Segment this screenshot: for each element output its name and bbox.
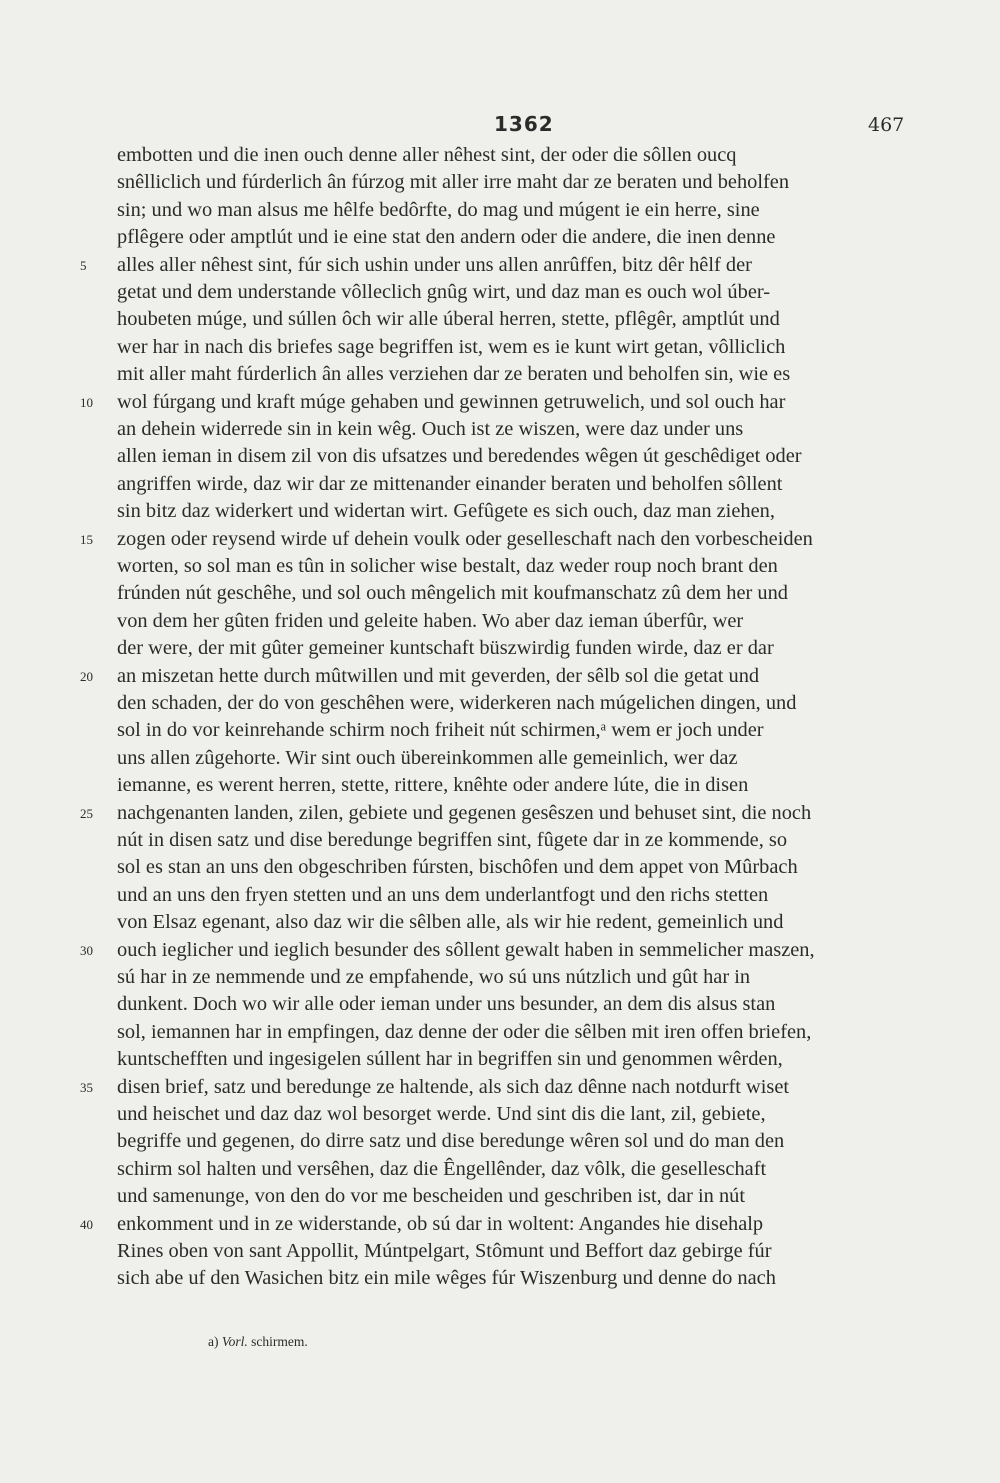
text-line: und heischet und daz daz wol besorget werde. Und sint dis die lant, zil, gebiete, bbox=[117, 1103, 766, 1125]
text-line: der were, der mit gûter gemeiner kuntschaft büszwirdig funden wirde, daz er dar bbox=[117, 637, 774, 660]
text-line: angriffen wirde, daz wir dar ze mittenander einander beraten und beholfen sôllent bbox=[117, 472, 783, 495]
line-number: 35 bbox=[80, 1079, 93, 1095]
line-number: 25 bbox=[80, 805, 93, 821]
line-number: 40 bbox=[80, 1216, 93, 1232]
text-line: worten, so sol man es tûn in solicher wise bestalt, daz weder roup noch brant den bbox=[117, 555, 778, 577]
text-line: sú har in ze nemmende und ze empfahende, wo sú uns nútzlich und gût har in bbox=[117, 966, 751, 988]
text-line: und an uns den fryen stetten und an uns dem underlantfogt und den richs stetten bbox=[117, 883, 769, 906]
page-year: 1362 bbox=[494, 112, 554, 136]
text-line: disen brief, satz und beredunge ze haltende, als sich daz dênne nach notdurft wiset bbox=[117, 1075, 790, 1098]
line-number: 20 bbox=[80, 668, 93, 684]
text-line: nút in disen satz und dise beredunge begriffen sint, fûgete dar in ze kommende, so bbox=[117, 829, 788, 851]
page-header bbox=[0, 112, 1000, 142]
page-number: 467 bbox=[868, 114, 905, 136]
text-line: sich abe uf den Wasichen bitz ein mile wêges fúr Wiszenburg und denne do nach bbox=[117, 1267, 776, 1290]
line-number: 5 bbox=[80, 257, 87, 273]
text-line: zogen oder reysend wirde uf dehein voulk oder geselleschaft nach den vorbescheiden bbox=[117, 527, 813, 550]
text-line: getat und dem understande vôlleclich gnûg wirt, und daz man es ouch wol úber- bbox=[117, 281, 771, 303]
text-line: embotten und die inen ouch denne aller nêhest sint, der oder die sôllen oucq bbox=[117, 144, 737, 166]
text-line: sol, iemannen har in empfingen, daz denne der oder die sêlben mit iren offen briefen, bbox=[117, 1020, 812, 1043]
footnote bbox=[208, 1334, 308, 1350]
text-line: kuntschefften und ingesigelen súllent har in begriffen sin und genommen wêrden, bbox=[117, 1048, 783, 1071]
text-line: begriffe und gegenen, do dirre satz und dise beredunge wêren sol und do man den bbox=[117, 1130, 785, 1153]
text-line: nachgenanten landen, zilen, gebiete und gegenen gesêszen und behuset sint, die noch bbox=[117, 801, 812, 824]
text-line: an miszetan hette durch mûtwillen und mit geverden, der sêlb sol die getat und bbox=[117, 664, 760, 687]
line-number: 30 bbox=[80, 942, 93, 958]
text-line: pflêgere oder amptlút und ie eine stat den andern oder die andere, die inen denne bbox=[117, 226, 776, 249]
text-line: sol es stan an uns den obgeschriben fúrsten, bischôfen und dem appet von Mûrbach bbox=[117, 856, 798, 879]
text-line: snêlliclich und fúrderlich ân fúrzog mit aller irre maht dar ze beraten und beholfen bbox=[117, 171, 790, 194]
text-line: von dem her gûten friden und geleite haben. Wo aber daz ieman úberfûr, wer bbox=[117, 609, 744, 632]
text-line: Rines oben von sant Appollit, Múntpelgart, Stômunt und Beffort daz gebirge fúr bbox=[117, 1240, 772, 1262]
footnote-marker: a) bbox=[208, 1334, 219, 1349]
text-line: wer har in nach dis briefes sage begriffen ist, wem es ie kunt wirt getan, vôlliclich bbox=[117, 335, 786, 358]
text-line: sol in do vor keinrehande schirm noch friheit nút schirmen,ᵃ wem er joch under bbox=[117, 719, 764, 742]
text-line: dunkent. Doch wo wir alle oder ieman under uns besunder, an dem dis alsus stan bbox=[117, 993, 776, 1016]
text-line: wol fúrgang und kraft múge gehaben und gewinnen getruwelich, und sol ouch har bbox=[117, 390, 786, 413]
text-line: alles aller nêhest sint, fúr sich ushin under uns allen anrûffen, bitz dêr hêlf der bbox=[117, 253, 752, 276]
text-line: ouch ieglicher und ieglich besunder des sôllent gewalt haben in semmelicher maszen, bbox=[117, 938, 815, 961]
line-number: 10 bbox=[80, 394, 93, 410]
text-line: uns allen zûgehorte. Wir sint ouch übereinkommen alle gemeinlich, wer daz bbox=[117, 746, 738, 769]
text-line: frúnden nút geschêhe, und sol ouch mêngelich mit koufmanschatz zû dem her und bbox=[117, 582, 788, 605]
text-line: iemanne, es werent herren, stette, rittere, knêhte oder andere lúte, die in disen bbox=[117, 774, 749, 797]
text-line: allen ieman in disem zil von dis ufsatzes und beredendes wêgen út geschêdiget oder bbox=[117, 445, 802, 468]
text-line: sin; und wo man alsus me hêlfe bedôrfte, do mag und múgent ie ein herre, sine bbox=[117, 198, 760, 221]
text-line: mit aller maht fúrderlich ân alles verziehen dar ze beraten und beholfen sin, wie es bbox=[117, 363, 791, 386]
text-line: sin bitz daz widerkert und widertan wirt. Gefûgete es sich ouch, daz man ziehen, bbox=[117, 500, 775, 523]
text-line: von Elsaz egenant, also daz wir die sêlben alle, als wir hie redent, gemeinlich und bbox=[117, 911, 784, 934]
text-line: enkomment und in ze widerstande, ob sú dar in woltent: Angandes hie disehalp bbox=[117, 1212, 764, 1235]
footnote-source: Vorl. bbox=[221, 1334, 248, 1349]
text-line: den schaden, der do von geschêhen were, widerkeren nach múgelichen dingen, und bbox=[117, 692, 797, 714]
text-line: houbeten múge, und súllen ôch wir alle úberal herren, stette, pflêgêr, amptlút und bbox=[117, 308, 780, 331]
line-number: 15 bbox=[80, 531, 93, 547]
text-line: schirm sol halten und versêhen, daz die Êngellênder, daz vôlk, die geselleschaft bbox=[117, 1157, 767, 1180]
footnote-text: schirmem. bbox=[251, 1334, 308, 1349]
text-line: an dehein widerrede sin in kein wêg. Ouch ist ze wiszen, were daz under uns bbox=[117, 418, 744, 440]
text-line: und samenunge, von den do vor me bescheiden und geschriben ist, dar in nút bbox=[117, 1185, 745, 1208]
